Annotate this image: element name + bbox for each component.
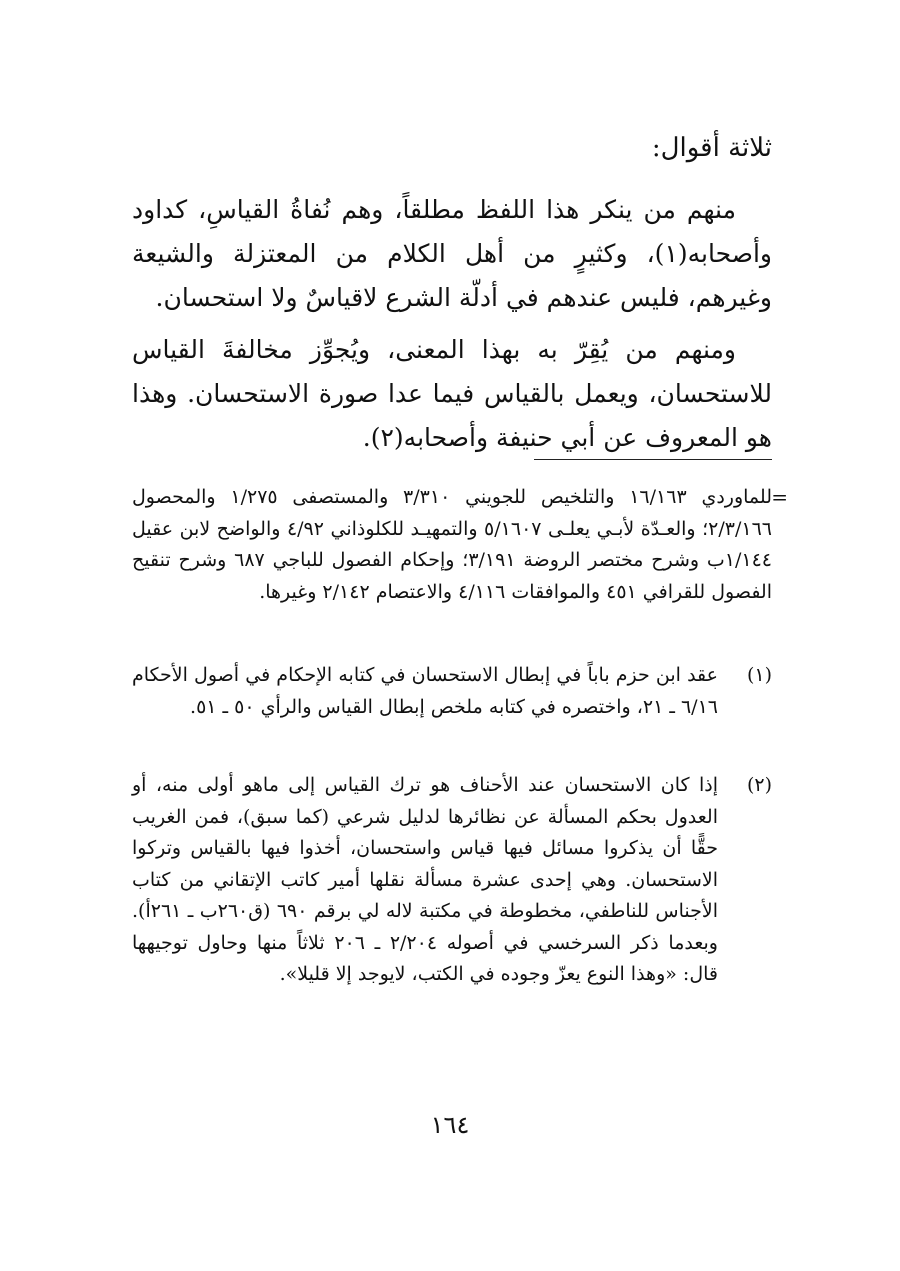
footnote-1-number: (١) xyxy=(746,664,772,686)
main-paragraph-2: ومنهم من يُقِرّ به بهذا المعنى، ويُجوِّز مخالفةَ القياس للاستحسان، ويعمل بالقياس فيما عدا صورة الاستحسان. وهذا هو المعروف عن أبي حنيفة وأصحابه(٢). xyxy=(132,335,772,452)
footnote-1: عقد ابن حزم باباً في إبطال الاستحسان في كتابه الإحكام في أصول الأحكام ٦/١٦ ـ ٢١، واختصره في كتابه ملخص إبطال القياس والرأي ٥٠ ـ ٥١. xyxy=(132,664,718,718)
footnote-separator xyxy=(534,459,772,460)
page-number: ١٦٤ xyxy=(430,1111,470,1139)
footnote-continuation-mark: = xyxy=(771,485,788,509)
footnote-continued: للماوردي ١٦/١٦٣ والتلخيص للجويني ٣/٣١٠ والمستصفى ١/٢٧٥ والمحصول ٢/٣/١٦٦؛ والعـدّة لأبـي يعلـى ٥/١٦٠٧ والتمهيـد للكلوذاني ٤/٩٢ والواضح لابن عقيل ١/١٤٤ب وشرح مختصر الروضة ٣/١٩١؛ وإحكام الفصول للباجي ٦٨٧ وشرح تنقيح الفصول للقرافي ٤٥١ والموافقات ٤/١١٦ والاعتصام ٢/١٤٢ وغيرها. xyxy=(132,486,772,603)
main-paragraph-1: منهم من ينكر هذا اللفظ مطلقاً، وهم نُفاةُ القياسِ، كداود وأصحابه(١)، وكثيرٍ من أهل الكلام من المعتزلة والشيعة وغيرهم، فليس عندهم في أدلّة الشرع لاقياسٌ ولا استحسان. xyxy=(132,195,772,312)
footnote-2: إذا كان الاستحسان عند الأحناف هو ترك القياس إلى ماهو أولى منه، أو العدول بحكم المسألة عن نظائرها لدليل شرعي (كما سبق)، فمن الغريب حقًّا أن يذكروا مسائل فيها قياس واستحسان، أخذوا فيها بالقياس وتركوا الاستحسان. وهي إحدى عشرة مسألة نقلها أمير كاتب الإتقاني من كتاب الأجناس للناطفي، مخطوطة في مكتبة لاله لي برقم ٦٩٠ (ق٢٦٠ب ـ ٢٦١أ). وبعدما ذكر السرخسي في أصوله ٢/٢٠٤ ـ ٢٠٦ ثلاثاً منها وحاول توجيهها قال: «وهذا النوع يعزّ وجوده في الكتب، لايوجد إلا قليلا». xyxy=(132,774,718,985)
intro-line: ثلاثة أقوال: xyxy=(651,133,772,163)
footnote-2-number: (٢) xyxy=(746,774,772,796)
